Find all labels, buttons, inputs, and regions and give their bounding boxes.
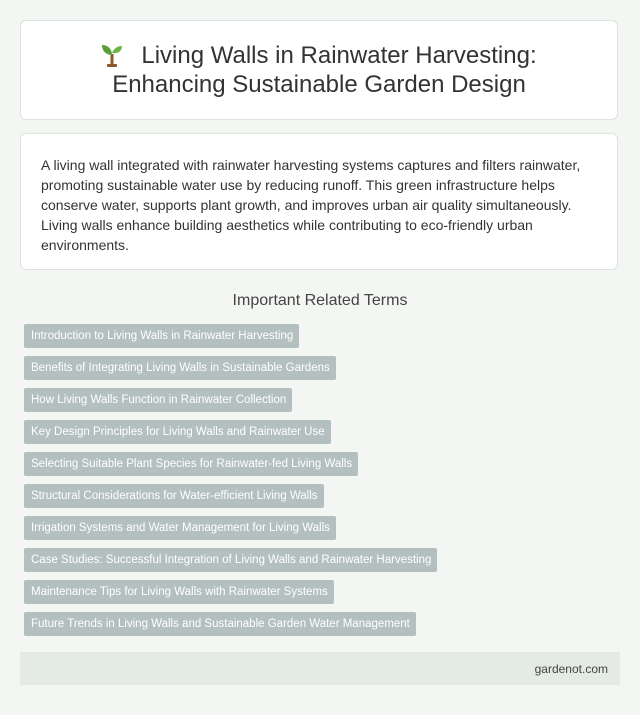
related-term-link[interactable]: Selecting Suitable Plant Species for Rainwater-fed Living Walls [24,452,358,476]
summary-text: A living wall integrated with rainwater harvesting systems captures and filters rainwater, promoting sustainable water use by reducing runoff. This green infrastructure helps conserve water, supports plant growth, and improves urban air quality simultaneously. Living walls enhance building aesthetics while contributing to eco-friendly urban environments. [41,157,581,253]
related-term-link[interactable]: Irrigation Systems and Water Management for Living Walls [24,516,336,540]
related-terms-heading: Important Related Terms [232,292,408,309]
page-title [59,41,579,99]
related-term-link[interactable]: Benefits of Integrating Living Walls in Sustainable Gardens [24,356,336,380]
related-term-link[interactable]: Maintenance Tips for Living Walls with Rainwater Systems [24,580,334,604]
related-term-link[interactable]: Key Design Principles for Living Walls and Rainwater Use [24,420,331,444]
related-term-link[interactable]: Introduction to Living Walls in Rainwater Harvesting [24,324,299,348]
footer-site-name: gardenot.com [534,661,608,676]
page-title-text: Living Walls in Rainwater Harvesting: Enhancing Sustainable Garden Design [112,42,537,98]
related-term-link[interactable]: How Living Walls Function in Rainwater Collection [24,388,292,412]
related-term-link[interactable]: Case Studies: Successful Integration of Living Walls and Rainwater Harvesting [24,548,437,572]
footer [20,652,620,685]
summary-card [20,133,618,270]
related-term-link[interactable]: Future Trends in Living Walls and Sustainable Garden Water Management [24,612,416,636]
sprout-icon [101,43,123,67]
header-card [20,20,618,120]
related-terms-list [24,324,624,644]
related-term-link[interactable]: Structural Considerations for Water-efficient Living Walls [24,484,324,508]
